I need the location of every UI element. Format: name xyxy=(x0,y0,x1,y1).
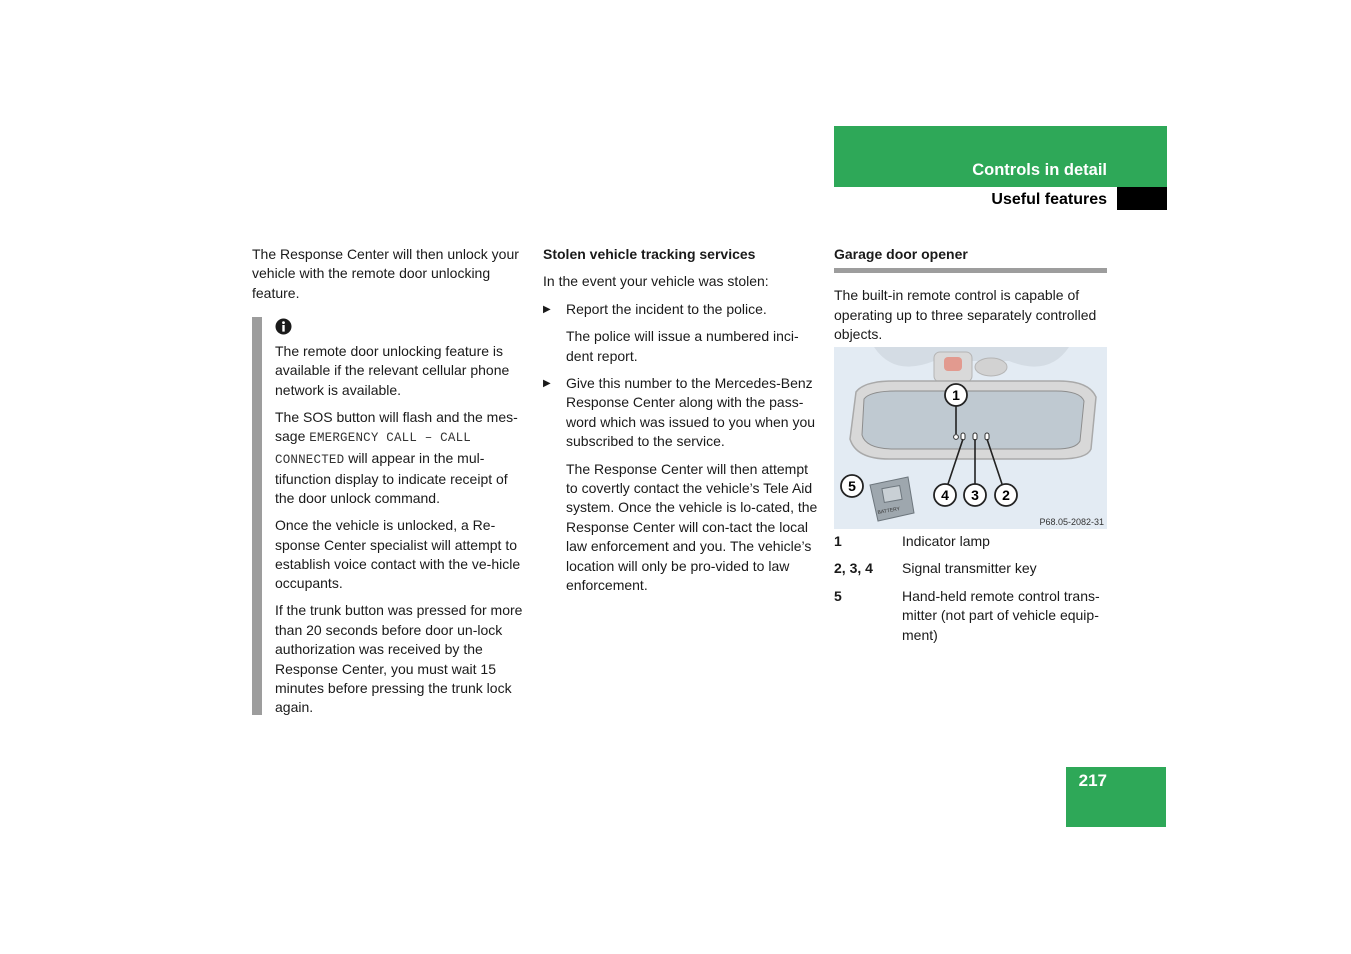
callout-3 xyxy=(964,484,986,506)
subsection-header xyxy=(834,187,1167,211)
svg-text:4: 4 xyxy=(941,487,949,503)
step-detail: The Response Center will then attempt to covertly contact the vehicle’s Tele Aid system. Once the vehicle is lo-cated, the Response Center will con-tact the local law enforcement and you. The vehicle’s location will only be pro-vided to law enforcement. xyxy=(566,460,818,594)
section-heading: Stolen vehicle tracking services xyxy=(543,246,756,262)
intro-paragraph: The built-in remote control is capable of operating up to three separately controlled objects. xyxy=(834,287,1097,343)
section-title: Controls in detail xyxy=(972,160,1107,179)
section-header xyxy=(834,126,1167,187)
display-message: EMERGENCY CALL – CALL CONNECTED xyxy=(275,431,471,467)
info-note xyxy=(252,317,532,715)
figure-legend xyxy=(834,532,1114,653)
legend-row xyxy=(834,587,1114,645)
svg-text:2: 2 xyxy=(1002,487,1010,503)
svg-text:5: 5 xyxy=(848,478,856,494)
intro-paragraph: The Response Center will then unlock your vehicle with the remote door unlocking feature. xyxy=(252,246,519,301)
bullet-arrow-icon: ▶ xyxy=(543,378,551,390)
callout-2 xyxy=(995,484,1017,506)
note-text: The SOS button will flash and the mes-sage xyxy=(275,408,518,445)
subsection-marker xyxy=(1117,187,1167,210)
section-heading: Garage door opener xyxy=(834,246,968,262)
legend-row xyxy=(834,559,1114,578)
remote-transmitter xyxy=(870,477,914,521)
intro-paragraph: In the event your vehicle was stolen: xyxy=(543,273,769,290)
note-paragraph xyxy=(275,408,530,509)
heading-rule xyxy=(834,268,1107,273)
column-3 xyxy=(834,245,1108,345)
step-item xyxy=(543,374,821,452)
svg-text:BATTERY: BATTERY xyxy=(877,506,901,516)
note-paragraph: The remote door unlocking feature is available if the relevant cellular phone network is available. xyxy=(275,343,510,398)
callout-1 xyxy=(945,384,967,406)
legend-row xyxy=(834,532,1114,551)
legend-text: Signal transmitter key xyxy=(902,560,1037,577)
note-paragraph: If the trunk button was pressed for more than 20 seconds before door un-lock authorization was received by the Response Center, you must wait 15 minutes before pressing the trunk lock again. xyxy=(275,602,523,716)
page-number-box xyxy=(1066,767,1166,827)
legend-key: 2, 3, 4 xyxy=(834,560,873,577)
column-1 xyxy=(252,245,527,303)
svg-text:1: 1 xyxy=(952,387,960,403)
bullet-arrow-icon: ▶ xyxy=(543,303,551,315)
step-text: Give this number to the Mercedes-Benz Response Center along with the pass-word which was issued to you when you subscribed to the service. xyxy=(566,375,816,450)
step-item xyxy=(543,300,821,319)
note-text: will appear in the mul-tifunction display to indicate receipt of the door unlock command. xyxy=(275,449,508,507)
step-detail: The police will issue a numbered inci-dent report. xyxy=(566,328,799,364)
legend-text: Indicator lamp xyxy=(902,533,990,549)
callout-5 xyxy=(841,475,863,497)
note-content xyxy=(275,342,530,725)
column-2 xyxy=(543,245,821,596)
mirror-figure xyxy=(834,347,1107,529)
note-side-bar xyxy=(252,317,262,715)
legend-key: 5 xyxy=(834,587,842,604)
figure-code: P68.05-2082-31 xyxy=(1039,517,1104,527)
legend-key: 1 xyxy=(834,533,842,549)
info-icon xyxy=(275,318,292,335)
subsection-title: Useful features xyxy=(991,191,1107,208)
page-number: 217 xyxy=(1078,771,1107,790)
svg-text:3: 3 xyxy=(971,487,979,503)
callout-4 xyxy=(934,484,956,506)
step-text: Report the incident to the police. xyxy=(566,300,767,317)
legend-text: Hand-held remote control trans-mitter (not part of vehicle equip-ment) xyxy=(902,587,1100,643)
mirror-illustration xyxy=(834,347,1107,529)
note-paragraph: Once the vehicle is unlocked, a Re-sponse Center specialist will attempt to establish voice contact with the ve-hicle occupants. xyxy=(275,517,521,592)
